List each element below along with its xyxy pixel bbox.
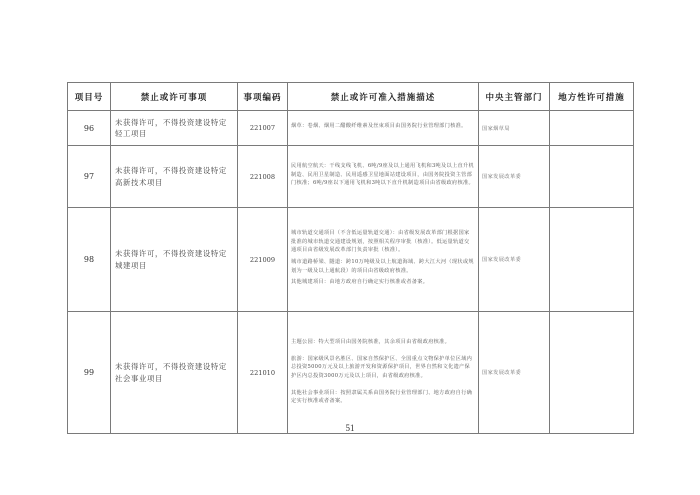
cell-project-no: 98 [68,208,111,312]
cell-project-no: 96 [68,111,111,146]
description-paragraph: 城市道路桥梁、隧道：跨10万吨级及以上航道海域、跨大江大河（现状或规划为一级及以上通航段）的项目由省级政府核准。 [291,259,474,274]
description-paragraph: 民用航空航天：干线支线飞机、6吨/9座及以上通用飞机和3吨及以上直升机制造、民用卫星制造、民用遥感卫星地面站建设项目，由国务院投资主管部门核准；6吨/9座以下通用飞机和3吨以下直升机制造项目由省级政府核准。 [291,163,474,187]
cell-central-department: 国家发展改革委 [479,146,550,208]
cell-description [288,146,479,208]
cell-local-measures [550,208,634,312]
cell-code: 221009 [238,208,288,312]
header-local-measures: 地方性许可措施 [550,83,634,111]
header-item: 禁止或许可事项 [111,83,238,111]
cell-local-measures [550,312,634,434]
cell-code: 221007 [238,111,288,146]
cell-central-department: 国家发展改革委 [479,312,550,434]
table-header-row [68,83,634,111]
cell-item: 未获得许可，不得投资建设特定城建项目 [111,208,238,312]
cell-item: 未获得许可，不得投资建设特定社会事业项目 [111,312,238,434]
cell-description [288,208,479,312]
header-project-no: 项目号 [68,83,111,111]
description-paragraph: 烟草：卷烟、烟用二醋酸纤维素及丝束项目由国务院行业管理部门核准。 [291,123,467,130]
cell-description [288,312,479,434]
negative-list-table [67,82,634,434]
description-paragraph: 主题公园：特大型项目由国务院核准，其余项目由省级政府核准。 [291,339,451,346]
description-paragraph: 其他社会事业项目：按照隶属关系由国务院行业管理部门、地方政府自行确定实行核准或者备案。 [291,389,473,405]
cell-central-department: 国家发展改革委 [479,208,550,312]
table-row [68,146,634,208]
cell-local-measures [550,146,634,208]
cell-project-no: 97 [68,146,111,208]
cell-code: 221010 [238,312,288,434]
cell-description [288,111,479,146]
page-number: 51 [345,423,355,433]
table-row [68,208,634,312]
cell-item: 未获得许可，不得投资建设特定高新技术项目 [111,146,238,208]
description-paragraph: 旅游：国家级风景名胜区、国家自然保护区、全国重点文物保护单位区域内总投资5000万元及以上旅游开发和资源保护项目，世界自然和文化遗产保护区内总投资3000万元及以上项目，由省级政府核准。 [291,355,473,379]
cell-local-measures [550,111,634,146]
description-paragraph: 城市轨道交通项目（不含低运量轨道交通）：由省级发展改革部门根据国家批准的城市轨道交通建设规划，按照相关程序审批（核准）。低运量轨道交通项目由省级发展改革部门负责审批（核准）。 [291,230,470,254]
header-description: 禁止或许可准入措施描述 [288,83,479,111]
cell-central-department: 国家烟草局 [479,111,550,146]
header-code: 事项编码 [238,83,288,111]
header-central-department: 中央主管部门 [479,83,550,111]
description-paragraph: 其他城建项目：由地方政府自行确定实行核准或者备案。 [291,279,429,286]
cell-project-no: 99 [68,312,111,434]
table-row [68,312,634,434]
cell-item: 未获得许可，不得投资建设特定轻工项目 [111,111,238,146]
table-row [68,111,634,146]
cell-code: 221008 [238,146,288,208]
